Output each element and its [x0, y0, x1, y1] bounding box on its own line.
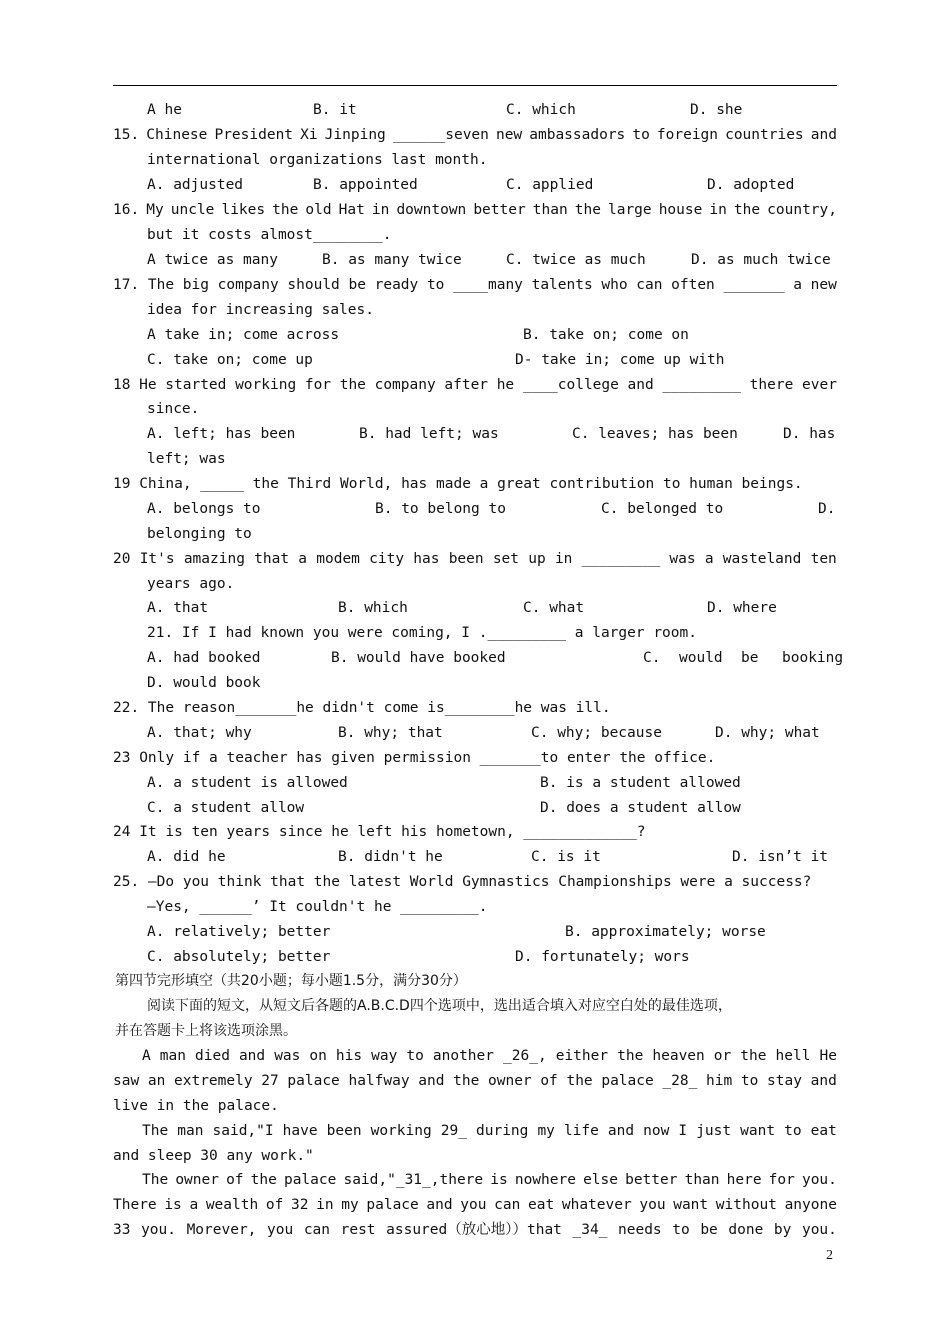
text-line	[113, 1220, 837, 1240]
word: _28_	[662, 1073, 698, 1089]
word: 18	[113, 377, 131, 393]
option-text: C.	[643, 650, 661, 666]
text-line	[0, 100, 950, 120]
option-text: C. twice as much	[506, 252, 646, 268]
word: 17.	[113, 277, 140, 293]
word: my	[537, 1123, 555, 1139]
word: and	[810, 127, 837, 143]
word: heaven	[652, 1048, 705, 1064]
text-line	[142, 1046, 837, 1066]
word: my	[341, 1197, 359, 1213]
word: said,"I	[212, 1123, 274, 1139]
word: by	[773, 1222, 792, 1238]
word: just	[696, 1123, 732, 1139]
word: palace	[601, 1073, 654, 1089]
text-line: years ago.	[147, 576, 235, 592]
word: ever	[802, 377, 837, 393]
word: and	[810, 1073, 837, 1089]
option-text: D. where	[707, 600, 777, 616]
word: modem	[316, 551, 360, 567]
word: nowhere	[514, 1172, 576, 1188]
option-text: C. applied	[506, 177, 594, 193]
word: amazing	[183, 551, 245, 567]
text-line	[113, 275, 837, 295]
text-line: 21. If I had known you were coming, I ._________ a larger room.	[147, 625, 697, 641]
option-text: D. adopted	[707, 177, 795, 193]
page-number: 2	[826, 1248, 833, 1263]
word: be	[700, 1222, 718, 1238]
word: new	[810, 277, 837, 293]
word: anyone	[784, 1197, 837, 1213]
text-line	[113, 125, 837, 145]
text-line: 23 Only if a teacher has given permission _______to enter the office.	[113, 750, 716, 766]
text-line: 19 China, _____ the Third World, has made a great contribution to human beings.	[113, 476, 803, 492]
word: should	[287, 277, 340, 293]
word: the	[272, 202, 299, 218]
option-text: A. relatively; better	[147, 924, 331, 940]
option-text: B. is a student allowed	[540, 775, 741, 791]
option-text: B. take on; come on	[523, 327, 689, 343]
text-line	[113, 549, 837, 569]
header-rule	[113, 85, 837, 86]
word: of	[540, 1073, 558, 1089]
text-line	[0, 847, 950, 867]
option-text: C. belonged to	[601, 501, 724, 517]
word: Jinping	[324, 127, 386, 143]
word: needs	[618, 1222, 662, 1238]
word: new	[495, 127, 523, 143]
option-text: A. left; has been	[147, 426, 296, 442]
word: Xi	[300, 127, 318, 143]
word: the	[566, 1073, 593, 1089]
word: man	[177, 1123, 204, 1139]
word: big	[182, 277, 209, 293]
option-text: B. appointed	[313, 177, 418, 193]
word: without	[715, 1197, 777, 1213]
word: can	[494, 1197, 521, 1213]
word: has	[413, 551, 440, 567]
word: have	[282, 1123, 318, 1139]
option-text: D. she	[690, 102, 743, 118]
text-line	[142, 1170, 837, 1190]
word: man	[159, 1048, 186, 1064]
word: He	[139, 377, 157, 393]
word: to	[426, 277, 445, 293]
word: ____college	[522, 377, 619, 393]
option-text: D. as much twice	[691, 252, 831, 268]
word: 33	[113, 1222, 131, 1238]
word: want	[740, 1123, 776, 1139]
word: for	[304, 377, 332, 393]
word: is	[164, 1197, 182, 1213]
word: old	[305, 202, 332, 218]
word: wealth	[205, 1197, 259, 1213]
word: often	[671, 277, 715, 293]
word: Morever,	[186, 1222, 257, 1238]
word: here	[726, 1172, 762, 1188]
text-line	[113, 1071, 837, 1091]
text-line	[0, 424, 950, 444]
word: large	[607, 202, 652, 218]
option-text: D. has	[783, 426, 836, 442]
word: Hat	[338, 202, 365, 218]
option-text: D. isn’t it	[732, 849, 829, 865]
word: 20	[113, 551, 131, 567]
text-line: 25. —Do you think that the latest World Gymnastics Championships were a success?	[113, 874, 812, 890]
word: President	[214, 127, 294, 143]
word: his	[335, 1048, 363, 1064]
text-line: 24 It is ten years since he left his hometown, _____________?	[113, 824, 646, 840]
word: he	[496, 377, 515, 393]
word: hell	[775, 1048, 811, 1064]
word: was	[274, 1048, 301, 1064]
word: the	[339, 377, 366, 393]
word: want	[673, 1197, 709, 1213]
word: a	[793, 277, 802, 293]
option-text: B. didn't he	[338, 849, 443, 865]
word: of	[226, 1172, 244, 1188]
option-text: B. which	[338, 600, 408, 616]
word: downtown	[396, 202, 467, 218]
text-line: 第四节完形填空（共20小题；每小题1.5分，满分30分）	[115, 973, 467, 989]
word: the	[250, 1172, 277, 1188]
word: than	[684, 1172, 720, 1188]
word: assured（放心地））that	[386, 1222, 562, 1238]
word: an	[147, 1073, 166, 1089]
word: there	[749, 377, 794, 393]
word: owner	[488, 1073, 532, 1089]
word: rest	[340, 1222, 376, 1238]
word: been	[326, 1123, 362, 1139]
text-line	[142, 1121, 837, 1141]
word: the	[453, 1073, 480, 1089]
word: you	[460, 1197, 487, 1213]
text-line: D. would book	[147, 675, 261, 691]
option-text: C. is it	[531, 849, 601, 865]
option-text: D. why; what	[715, 725, 820, 741]
word: The	[142, 1172, 169, 1188]
word: _________	[581, 551, 661, 567]
text-line	[0, 350, 950, 370]
text-line	[0, 250, 950, 270]
word: been	[448, 551, 484, 567]
word: saw	[113, 1073, 140, 1089]
option-text: B. as many twice	[322, 252, 462, 268]
option-text: A. a student is allowed	[147, 775, 348, 791]
word: that	[254, 551, 290, 567]
word: the	[733, 202, 761, 218]
word: in	[316, 1197, 334, 1213]
word: you.	[801, 1222, 837, 1238]
text-line: since.	[147, 401, 200, 417]
word: to	[740, 1073, 759, 1089]
option-text: B. it	[313, 102, 357, 118]
word: I	[678, 1123, 688, 1139]
option-text: B. approximately; worse	[565, 924, 766, 940]
text-line	[0, 499, 950, 519]
word: 15.	[113, 127, 140, 143]
text-line: —Yes, ______’ It couldn't he _________.	[147, 899, 488, 915]
word: owner	[175, 1172, 219, 1188]
text-line	[0, 723, 950, 743]
option-text: A twice as many	[147, 252, 278, 268]
word: than	[532, 202, 568, 218]
word: a	[298, 551, 308, 567]
option-text: C. what	[523, 600, 585, 616]
word: ambassadors	[529, 127, 626, 143]
word: the	[740, 1048, 767, 1064]
text-line: 并在答题卡上将该选项涂黑。	[115, 1023, 297, 1039]
option-text: booking	[782, 650, 844, 666]
word: The	[147, 277, 175, 293]
option-text: A. adjusted	[147, 177, 244, 193]
option-text: B. to belong to	[375, 501, 506, 517]
text-line: 22. The reason_______he didn't come is________he was ill.	[113, 700, 611, 716]
word: is	[490, 1172, 508, 1188]
word: and	[607, 1123, 635, 1139]
word: A	[142, 1048, 151, 1064]
word: in	[554, 551, 573, 567]
option-text: B. why; that	[338, 725, 443, 741]
word: talents	[531, 277, 593, 293]
word: to	[784, 1123, 802, 1139]
word: company	[217, 277, 279, 293]
word: ______seven	[392, 127, 489, 143]
word: died	[195, 1048, 230, 1064]
option-text: C. absolutely; better	[147, 949, 331, 965]
word: My	[146, 202, 164, 218]
word: palace	[366, 1197, 419, 1213]
word: country,	[767, 202, 837, 218]
word: you	[267, 1222, 294, 1238]
text-line: but it costs almost________.	[147, 227, 392, 243]
text-line	[113, 1195, 837, 1215]
word: city	[369, 551, 405, 567]
option-text: would	[679, 650, 723, 666]
word: _34_	[572, 1222, 608, 1238]
word: ready	[374, 277, 419, 293]
word: a	[704, 551, 714, 567]
option-text: C. which	[506, 102, 576, 118]
word: for	[768, 1172, 795, 1188]
word: house	[658, 202, 703, 218]
word: said,"_31_,there	[343, 1172, 484, 1188]
word: palace	[283, 1172, 337, 1188]
word: 27	[261, 1073, 279, 1089]
option-text: B. had left; was	[359, 426, 499, 442]
text-line	[0, 798, 950, 818]
word: eat	[810, 1123, 837, 1139]
option-text: A. that	[147, 600, 209, 616]
word: now	[643, 1123, 670, 1139]
word: to	[406, 1048, 424, 1064]
word: wasteland	[722, 551, 802, 567]
word: _26_,	[503, 1048, 547, 1064]
word: working	[370, 1123, 432, 1139]
text-line: international organizations last month.	[147, 152, 488, 168]
word: better	[625, 1172, 678, 1188]
word: 32	[291, 1197, 309, 1213]
word: who	[601, 277, 628, 293]
word: whatever	[561, 1197, 632, 1213]
word: way	[371, 1048, 398, 1064]
word: another	[432, 1048, 494, 1064]
text-line: idea for increasing sales.	[147, 302, 374, 318]
text-line	[0, 773, 950, 793]
option-text: C. take on; come up	[147, 352, 313, 368]
word: you	[639, 1197, 666, 1213]
text-line	[113, 375, 837, 395]
option-text: A. did he	[147, 849, 226, 865]
option-text: A he	[147, 102, 182, 118]
word: to	[672, 1222, 690, 1238]
word: you.	[141, 1222, 176, 1238]
word: palace	[287, 1073, 340, 1089]
word: The	[142, 1123, 169, 1139]
word: set	[492, 551, 520, 567]
word: on	[309, 1048, 327, 1064]
word: either	[555, 1048, 609, 1064]
word: It's	[139, 551, 175, 567]
option-text: A. that; why	[147, 725, 252, 741]
word: after	[444, 377, 489, 393]
word: stay	[767, 1073, 802, 1089]
word: There	[113, 1197, 157, 1213]
word: life	[563, 1123, 599, 1139]
word: 16.	[113, 202, 140, 218]
word: likes	[221, 202, 266, 218]
text-line	[0, 325, 950, 345]
word: 29_	[440, 1123, 467, 1139]
word: him	[706, 1073, 733, 1089]
word: in	[709, 202, 727, 218]
text-line: left; was	[147, 451, 226, 467]
word: halfway	[348, 1073, 410, 1089]
option-text: A. had booked	[147, 650, 261, 666]
word: can	[303, 1222, 331, 1238]
word: eat	[528, 1197, 555, 1213]
word: the	[617, 1048, 644, 1064]
word: working	[235, 377, 297, 393]
word: done	[728, 1222, 764, 1238]
word: of	[265, 1197, 284, 1213]
word: ____many	[453, 277, 523, 293]
option-text: A take in; come across	[147, 327, 340, 343]
word: Chinese	[146, 127, 208, 143]
word: started	[165, 377, 227, 393]
word: _________	[662, 377, 741, 393]
word: uncle	[170, 202, 215, 218]
word: be	[348, 277, 366, 293]
word: _______	[723, 277, 785, 293]
text-line: and sleep 30 any work."	[113, 1148, 314, 1164]
text-line: live in the palace.	[113, 1098, 279, 1114]
option-text: C. leaves; has been	[572, 426, 738, 442]
word: countries	[725, 127, 804, 143]
text-line	[0, 648, 950, 668]
option-text: B. would have booked	[331, 650, 506, 666]
word: a	[189, 1197, 199, 1213]
text-line	[0, 947, 950, 967]
option-text: D.	[818, 501, 836, 517]
word: and	[238, 1048, 266, 1064]
option-text: be	[741, 650, 759, 666]
word: else	[583, 1172, 618, 1188]
option-text: C. a student allow	[147, 800, 305, 816]
word: in	[371, 202, 390, 218]
word: the	[574, 202, 601, 218]
text-line	[0, 598, 950, 618]
word: and	[627, 377, 654, 393]
word: during	[476, 1123, 529, 1139]
word: ten	[810, 551, 837, 567]
option-text: D. does a student allow	[540, 800, 741, 816]
option-text: A. belongs to	[147, 501, 261, 517]
word: and	[426, 1197, 453, 1213]
word: was	[669, 551, 696, 567]
option-text: C. why; because	[531, 725, 662, 741]
word: up	[528, 551, 546, 567]
word: can	[636, 277, 663, 293]
text-line: belonging to	[147, 526, 252, 542]
option-text: D- take in; come up with	[515, 352, 725, 368]
text-line	[113, 200, 837, 220]
word: to	[632, 127, 650, 143]
word: company	[374, 377, 436, 393]
option-text: D. fortunately; wors	[515, 949, 690, 965]
word: and	[418, 1073, 445, 1089]
word: He	[819, 1048, 837, 1064]
word: or	[713, 1048, 732, 1064]
word: better	[473, 202, 526, 218]
text-line	[0, 922, 950, 942]
word: foreign	[656, 127, 719, 143]
text-line	[0, 175, 950, 195]
word: you.	[801, 1172, 837, 1188]
text-line: 阅读下面的短文，从短文后各题的A.B.C.D四个选项中，选出适合填入对应空白处的最佳选项，	[147, 998, 732, 1014]
word: extremely	[174, 1073, 253, 1089]
